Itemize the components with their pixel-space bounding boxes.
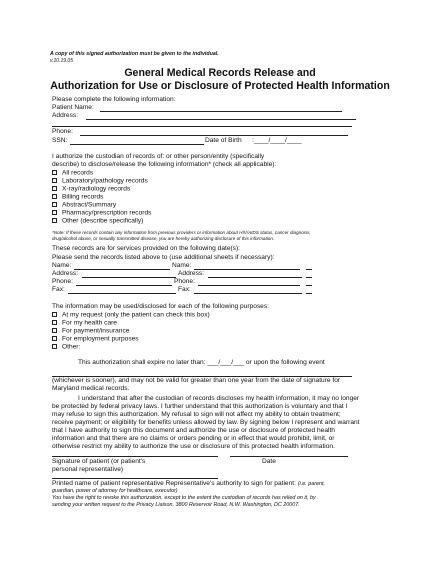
checkbox[interactable] [52, 202, 57, 207]
recipient-phone-field-2[interactable] [198, 285, 300, 286]
patient-name-field[interactable] [100, 111, 342, 112]
checkbox[interactable] [52, 210, 57, 215]
record-type-item[interactable]: All records [52, 170, 93, 177]
recipient-name-field[interactable] [74, 269, 170, 270]
record-type-item[interactable]: Laboratory/pathology records [52, 178, 148, 185]
recipient-name-label-2: Name: [172, 262, 192, 269]
purpose-item[interactable]: At my request (only the patient can check this box) [52, 312, 210, 319]
checkbox[interactable] [52, 186, 57, 191]
checkbox[interactable] [52, 194, 57, 199]
understand-line-5: that I have authority to sign this document and authorize the use or disclosure of protected health [52, 427, 335, 434]
understand-line-2: be protected by federal privacy laws. I further understand that this authorization is voluntary and that I [52, 403, 348, 410]
services-line-1: These records are for services provided on the following date(s): [52, 245, 241, 252]
checkbox[interactable] [52, 344, 57, 349]
recipient-address-label-2: Address: [178, 270, 205, 277]
recipient-phone-label: Phone: [52, 278, 73, 285]
patient-ssn-field[interactable] [70, 144, 204, 145]
checkbox[interactable] [52, 218, 57, 223]
record-type-item[interactable]: X-ray/radiology records [52, 186, 130, 193]
record-type-item[interactable]: Other (describe specifically) [52, 218, 143, 225]
recipient-fax-field-2[interactable] [194, 293, 302, 294]
patient-phone-field[interactable] [80, 135, 348, 136]
recipient-name-field-2[interactable] [194, 269, 300, 270]
recipient-name-field-3[interactable] [306, 269, 312, 270]
expiry-line-3: Maryland medical records. [52, 385, 130, 392]
understand-line-6: information and that there are no claims or orders pending or in effect that would prohibit, limit, or [52, 435, 335, 442]
checkbox[interactable] [52, 170, 57, 175]
recipient-fax-label: Fax: [52, 286, 65, 293]
dob-label: Date of Birth [205, 137, 242, 144]
patient-address-field-2[interactable] [52, 126, 352, 127]
printed-name-field[interactable] [52, 478, 218, 479]
signature-label-1: Signature of patient (or patient's [52, 458, 146, 465]
checkbox[interactable] [52, 328, 57, 333]
checkbox[interactable] [52, 336, 57, 341]
recipient-phone-label-2: Phone: [174, 278, 195, 285]
recipient-phone-field-3[interactable] [306, 285, 312, 286]
revoke-line-1: You have the right to revoke this authorization, except to the extent the custodian of records has relied on it, by [52, 495, 316, 501]
purpose-item[interactable]: Other: [52, 344, 80, 351]
authorize-line-1: I authorize the custodian of records of: or other person/entity (specifically [52, 153, 265, 160]
understand-line-3: may refuse to sign this authorization. My refusal to sign will not affect my ability to obtain treatment; [52, 411, 341, 418]
title-line-2: Authorization for Use or Disclosure of Protected Health Information [50, 80, 390, 92]
patient-phone-label: Phone: [52, 128, 73, 135]
printed-name-label: Printed name of patient representative Representative's authority to sign for patient: (i.e. parent, [52, 480, 326, 487]
understand-line-1: I understand that after the custodian of records discloses my health information, it may no longer [78, 395, 360, 402]
patient-intro: Please complete the following information: [52, 96, 176, 103]
note-line-1: *Note: If these records contain any information from previous providers or information about HIV/AIDS status, cancer diagnosis, [52, 230, 311, 235]
recipient-fax-field-3[interactable] [306, 293, 312, 294]
signature-date-label: Date [262, 458, 276, 465]
understand-line-4: receive payment; or eligibility for benefits unless allowed by law. By signing below I represent and warrant [52, 419, 360, 426]
checkbox[interactable] [52, 320, 57, 325]
checkbox[interactable] [52, 312, 57, 317]
recipient-phone-field[interactable] [76, 285, 172, 286]
patient-ssn-label: SSN: [52, 137, 68, 144]
revoke-line-2: sending your written request to the Privacy Liaison, 3800 Reservoir Road, N.W. Washington, DC 20007. [52, 502, 300, 508]
purpose-item[interactable]: For employment purposes [52, 336, 139, 343]
patient-address-label: Address: [52, 112, 79, 119]
patient-address-field[interactable] [86, 119, 356, 120]
recipient-fax-label-2: Fax: [178, 286, 191, 293]
recipient-address-field-3[interactable] [306, 277, 312, 278]
purpose-item[interactable]: For payment/insurance [52, 328, 129, 335]
expiry-text: This authorization shall expire no later than: ___/___/___ or upon the following event [78, 359, 325, 366]
title-line-1: General Medical Records Release and [124, 67, 316, 79]
expiry-line-2: (whichever is sooner), and may not be valid for greater than one year from the date of signature for [52, 377, 341, 384]
record-type-item[interactable]: Billing records [52, 194, 103, 201]
recipient-name-label: Name: [52, 262, 72, 269]
patient-name-label: Patient Name: [52, 104, 94, 111]
signature-label-2: personal representative) [52, 466, 124, 473]
services-line-2: Please send the records listed above to (use additional sheets if necessary): [52, 254, 275, 261]
record-type-item[interactable]: Pharmacy/prescription records [52, 210, 151, 217]
purposes-intro: The information may be used/disclosed for each of the following purposes: [52, 303, 269, 310]
recipient-address-label: Address: [52, 270, 79, 277]
understand-line-7: otherwise restrict my ability to authorize the use or disclosure of this protected health information. [52, 443, 335, 450]
signature-field[interactable] [52, 456, 218, 457]
note-line-2: drug/alcohol abuse, or sexually transmitted disease, you are hereby authorizing disclosure of this information. [52, 236, 275, 241]
recipient-fax-field[interactable] [68, 293, 176, 294]
authorize-line-2: describe) to disclose/release the following information* (check all applicable): [52, 161, 277, 168]
record-type-item[interactable]: Abstract/Summary [52, 202, 116, 209]
purpose-item[interactable]: For my health care [52, 320, 117, 327]
signature-date-field[interactable] [230, 456, 348, 457]
recipient-address-field[interactable] [82, 277, 176, 278]
guardian-line: guardian, power of attorney for healthcare, executor) [52, 488, 178, 494]
recipient-address-field-2[interactable] [208, 277, 302, 278]
dob-field[interactable]: :____/____/____ [252, 137, 302, 144]
version-label: v.10.19.05 [50, 58, 73, 64]
checkbox[interactable] [52, 178, 57, 183]
copy-note: A copy of this signed authorization must be given to the individual. [50, 51, 219, 57]
